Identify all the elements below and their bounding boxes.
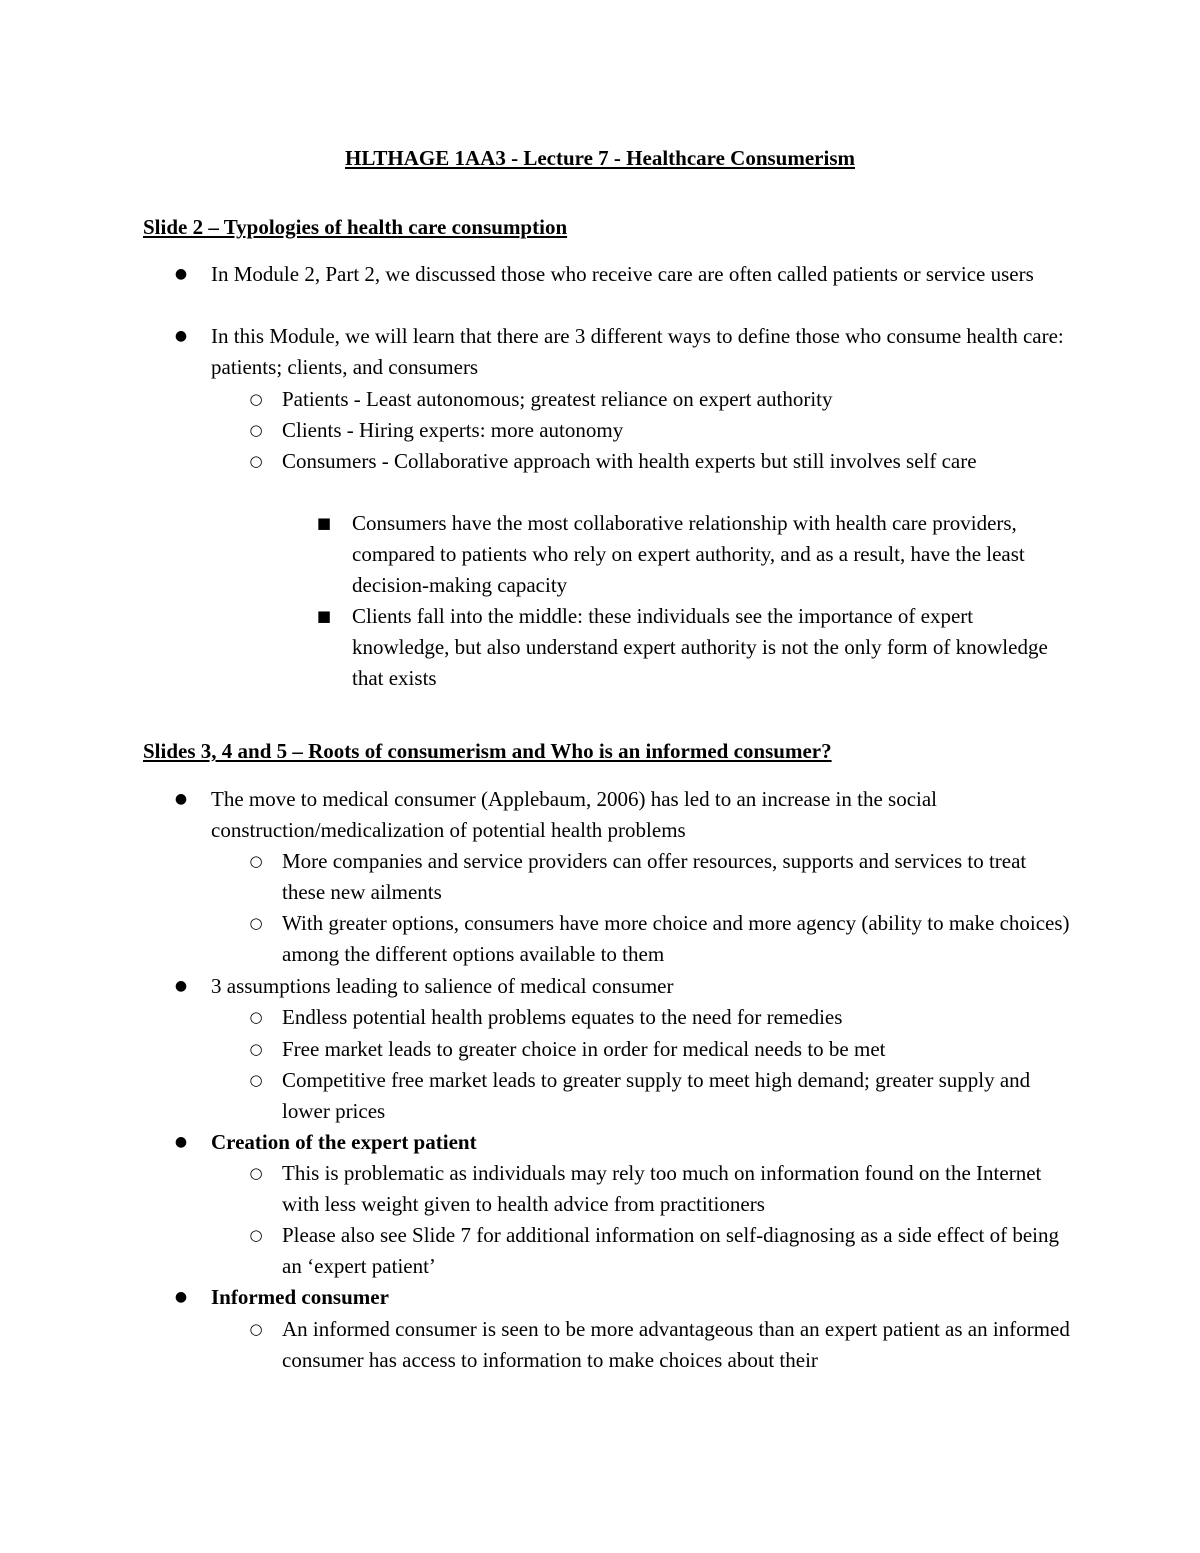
document-title: HLTHAGE 1AA3 - Lecture 7 - Healthcare Consumerism [345, 146, 855, 170]
list-item-text: With greater options, consumers have more choice and more agency (ability to make choices) among the different options available to them [282, 911, 1070, 966]
section-heading-typologies: Slide 2 – Typologies of health care consumption [143, 215, 568, 239]
list-item [249, 1314, 1072, 1376]
bullet-icon: ● [174, 978, 188, 994]
list-item-text: Endless potential health problems equates to the need for remedies [282, 1005, 843, 1029]
circle-bullet-icon: ○ [249, 1320, 263, 1338]
circle-bullet-icon: ○ [249, 421, 263, 439]
list-item [174, 971, 1071, 1002]
list-item-text: Consumers have the most collaborative relationship with health care providers, compared to patients who rely on expert authority, and as a result, have the least decision-making capacity [352, 511, 1025, 597]
square-bullet-icon: ■ [316, 514, 332, 532]
list-item-text: More companies and service providers can offer resources, supports and services to treat these new ailments [282, 849, 1027, 904]
list-item-text: In this Module, we will learn that there are 3 different ways to define those who consume health care: patients; clients, and consumers [211, 324, 1064, 379]
list-item-text: An informed consumer is seen to be more advantageous than an expert patient as an informed consumer has access to information to make choices about their [282, 1317, 1070, 1372]
list-item-text: Creation of the expert patient [211, 1130, 477, 1154]
list-item [249, 1065, 1072, 1127]
list-item-text: Consumers - Collaborative approach with health experts but still involves self care [282, 449, 977, 473]
list-item-text: Clients fall into the middle: these individuals see the importance of expert knowledge, but also understand expert authority is not the only form of knowledge that exists [352, 604, 1048, 690]
section-heading-roots-of-consumerism: Slides 3, 4 and 5 – Roots of consumerism and Who is an informed consumer? [143, 739, 832, 763]
list-item-text: In Module 2, Part 2, we discussed those who receive care are often called patients or service users [211, 262, 1034, 286]
bullet-icon: ● [174, 266, 188, 282]
list-item [249, 1220, 1072, 1282]
list-item-text: This is problematic as individuals may rely too much on information found on the Internet with less weight given to health advice from practitioners [282, 1161, 1042, 1216]
list-item [249, 446, 1072, 477]
circle-bullet-icon: ○ [249, 452, 263, 470]
circle-bullet-icon: ○ [249, 852, 263, 870]
list-item [249, 1158, 1072, 1220]
list-item-text: Informed consumer [211, 1285, 389, 1309]
list-item-text: Please also see Slide 7 for additional information on self-diagnosing as a side effect of being an ‘expert patient’ [282, 1223, 1059, 1278]
list-item [249, 908, 1072, 970]
bullet-icon: ● [174, 1134, 188, 1150]
list-item-text: Free market leads to greater choice in order for medical needs to be met [282, 1037, 886, 1061]
circle-bullet-icon: ○ [249, 914, 263, 932]
list-item [249, 1002, 1072, 1033]
list-item-text: Patients - Least autonomous; greatest reliance on expert authority [282, 387, 833, 411]
list-item [174, 259, 1071, 290]
list-item [174, 784, 1071, 846]
list-item [249, 384, 1072, 415]
bullet-icon: ● [174, 328, 188, 344]
list-item-text: Competitive free market leads to greater supply to meet high demand; greater supply and lower prices [282, 1068, 1031, 1123]
list-item [316, 601, 1072, 694]
list-item [249, 846, 1072, 908]
list-item [174, 1127, 1071, 1158]
list-item-text: Clients - Hiring experts: more autonomy [282, 418, 624, 442]
list-item [174, 321, 1071, 383]
circle-bullet-icon: ○ [249, 1040, 263, 1058]
circle-bullet-icon: ○ [249, 1071, 263, 1089]
list-item [249, 415, 1072, 446]
list-item [316, 508, 1072, 601]
square-bullet-icon: ■ [316, 607, 332, 625]
circle-bullet-icon: ○ [249, 1008, 263, 1026]
list-item [174, 1282, 1071, 1313]
bullet-icon: ● [174, 1289, 188, 1305]
list-item-text: The move to medical consumer (Applebaum, 2006) has led to an increase in the social construction/medicalization of potential health problems [211, 787, 938, 842]
list-item-text: 3 assumptions leading to salience of medical consumer [211, 974, 674, 998]
circle-bullet-icon: ○ [249, 390, 263, 408]
list-item [249, 1034, 1072, 1065]
circle-bullet-icon: ○ [249, 1164, 263, 1182]
bullet-icon: ● [174, 791, 188, 807]
circle-bullet-icon: ○ [249, 1226, 263, 1244]
